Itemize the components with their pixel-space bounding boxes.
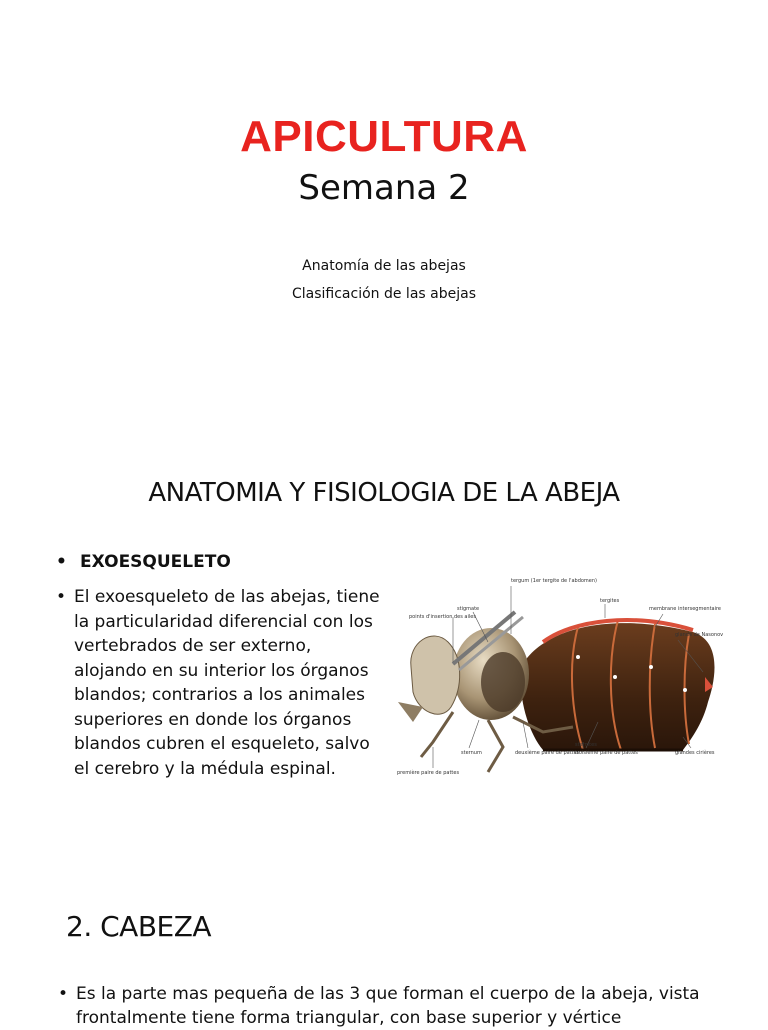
label-second-legs: deuxième paire de pattes xyxy=(515,750,580,756)
label-tergum: tergum (1er tergite de l'abdomen) xyxy=(511,578,597,584)
label-wax-glands: glandes cirières xyxy=(675,750,715,756)
bullet-text: Es la parte mas pequeña de las 3 que forman el cuerpo de la abeja, vista frontalmente tiene forma triangular, con base superior y vértice xyxy=(76,984,700,1028)
bullet-head-description xyxy=(58,982,748,1030)
bullet-text: EXOESQUELETO xyxy=(80,552,231,572)
label-membrane: membrane intersegmentaire xyxy=(649,606,722,612)
subtitle: Semana 2 xyxy=(298,168,470,208)
label-third-legs: troisième paire de pattes xyxy=(575,750,638,756)
head-slide xyxy=(0,880,768,1028)
title-slide xyxy=(0,0,768,440)
label-sternites: sternites xyxy=(575,742,597,748)
bullet-text: El exoesqueleto de las abejas, tiene la particularidad diferencial con los vertebrados de ser externo, alojando en su interior los órganos blandos; contrarios a los animales superiores en donde los órganos blandos cubren el esqueleto, salvo el cerebro y la médula espinal. xyxy=(74,587,380,779)
topic-anatomy: Anatomía de las abejas xyxy=(302,258,466,274)
topic-classification: Clasificación de las abejas xyxy=(291,286,476,302)
anatomy-slide xyxy=(0,440,768,880)
bullet-exoskeleton xyxy=(56,552,231,572)
label-nasonov: glande de Nasonov xyxy=(675,632,724,638)
bee-anatomy-diagram xyxy=(393,572,743,782)
bullet-dot-icon: • xyxy=(56,552,67,572)
label-first-legs: première paire de pattes xyxy=(397,770,460,776)
label-sternum: sternum xyxy=(461,750,482,756)
slide-heading: 2. CABEZA xyxy=(66,910,212,943)
label-tergites: tergites xyxy=(600,598,620,604)
bullet-exoskeleton-description xyxy=(56,585,386,781)
head-shape xyxy=(398,636,460,722)
label-wing-insertion: points d'insertion des ailes xyxy=(409,614,476,620)
main-title: APICULTURA xyxy=(240,112,528,161)
bullet-dot-icon: • xyxy=(56,587,67,607)
bullet-dot-icon: • xyxy=(58,984,69,1004)
label-stigmate: stigmate xyxy=(457,606,480,612)
slide-heading: ANATOMIA Y FISIOLOGIA DE LA ABEJA xyxy=(148,478,620,508)
